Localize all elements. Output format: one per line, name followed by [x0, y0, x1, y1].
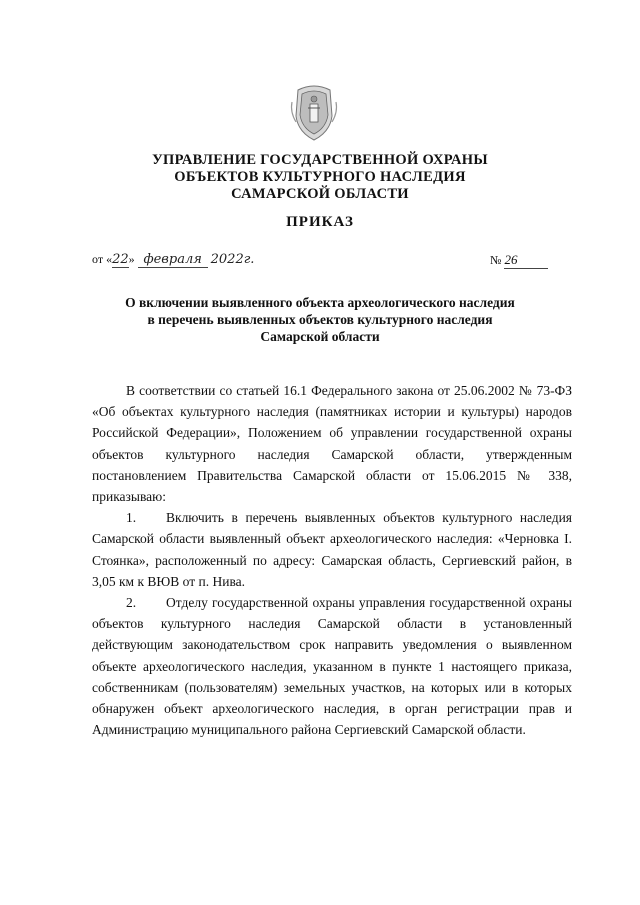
- order-title-line-2: в перечень выявленных объектов культурного наследия: [147, 312, 493, 327]
- order-item-1: [92, 507, 572, 592]
- date-separator: »: [128, 252, 135, 266]
- order-date: [92, 252, 254, 268]
- order-title: [0, 294, 640, 345]
- order-item-2: [92, 592, 572, 740]
- date-year: 2022: [210, 252, 244, 267]
- date-prefix: от «: [92, 252, 113, 266]
- document-type: ПРИКАЗ: [286, 214, 354, 230]
- number-value: 26: [504, 252, 548, 269]
- coat-of-arms-icon: [288, 82, 340, 142]
- preamble-paragraph: В соответствии со статьей 16.1 Федерального закона от 25.06.2002 № 73-ФЗ «Об объектах культурного наследия (памятниках истории и культуры) народов Российской Федерации», Положением об управлении государственной охраны объектов культурного наследия Самарской области, утвержденным постановлением Правительства Самарской области от 15.06.2015 № 338, приказываю:: [92, 383, 572, 505]
- item-number: 1.: [126, 510, 137, 526]
- item-number: 2.: [126, 595, 137, 611]
- date-month: февраля: [138, 252, 208, 268]
- date-day: 22: [112, 252, 129, 267]
- order-title-line-1: О включении выявленного объекта археологического наследия: [125, 295, 515, 310]
- agency-header-line-3: САМАРСКОЙ ОБЛАСТИ: [231, 186, 409, 202]
- agency-header-line-1: УПРАВЛЕНИЕ ГОСУДАРСТВЕННОЙ ОХРАНЫ: [152, 152, 488, 168]
- agency-header-line-2: ОБЪЕКТОВ КУЛЬТУРНОГО НАСЛЕДИЯ: [174, 169, 466, 185]
- item-text: Включить в перечень выявленных объектов культурного наследия Самарской области выявленный объект археологического наследия: «Черновка I. Стоянка», расположенный по адресу: Самарская область, Сергиевский район, в 3,05 км к ВЮВ от п. Нива.: [92, 510, 572, 589]
- item-text: Отделу государственной охраны управления государственной охраны объектов культурного наследия Самарской области в установленный действующим законодательством срок направить уведомления о выявленном объекте археологического наследия, указанном в пункте 1 настоящего приказа, собственникам (пользователям) земельных участков, на которых или в которых обнаружен объект археологического наследия, в орган регистрации прав и Администрацию муниципального района Сергиевский Самарской области.: [92, 595, 572, 738]
- agency-header: [0, 152, 640, 203]
- order-body: [92, 380, 572, 740]
- number-prefix: №: [490, 253, 502, 267]
- order-title-line-3: Самарской области: [260, 329, 380, 344]
- date-suffix: г.: [243, 252, 255, 267]
- order-number: [490, 252, 548, 269]
